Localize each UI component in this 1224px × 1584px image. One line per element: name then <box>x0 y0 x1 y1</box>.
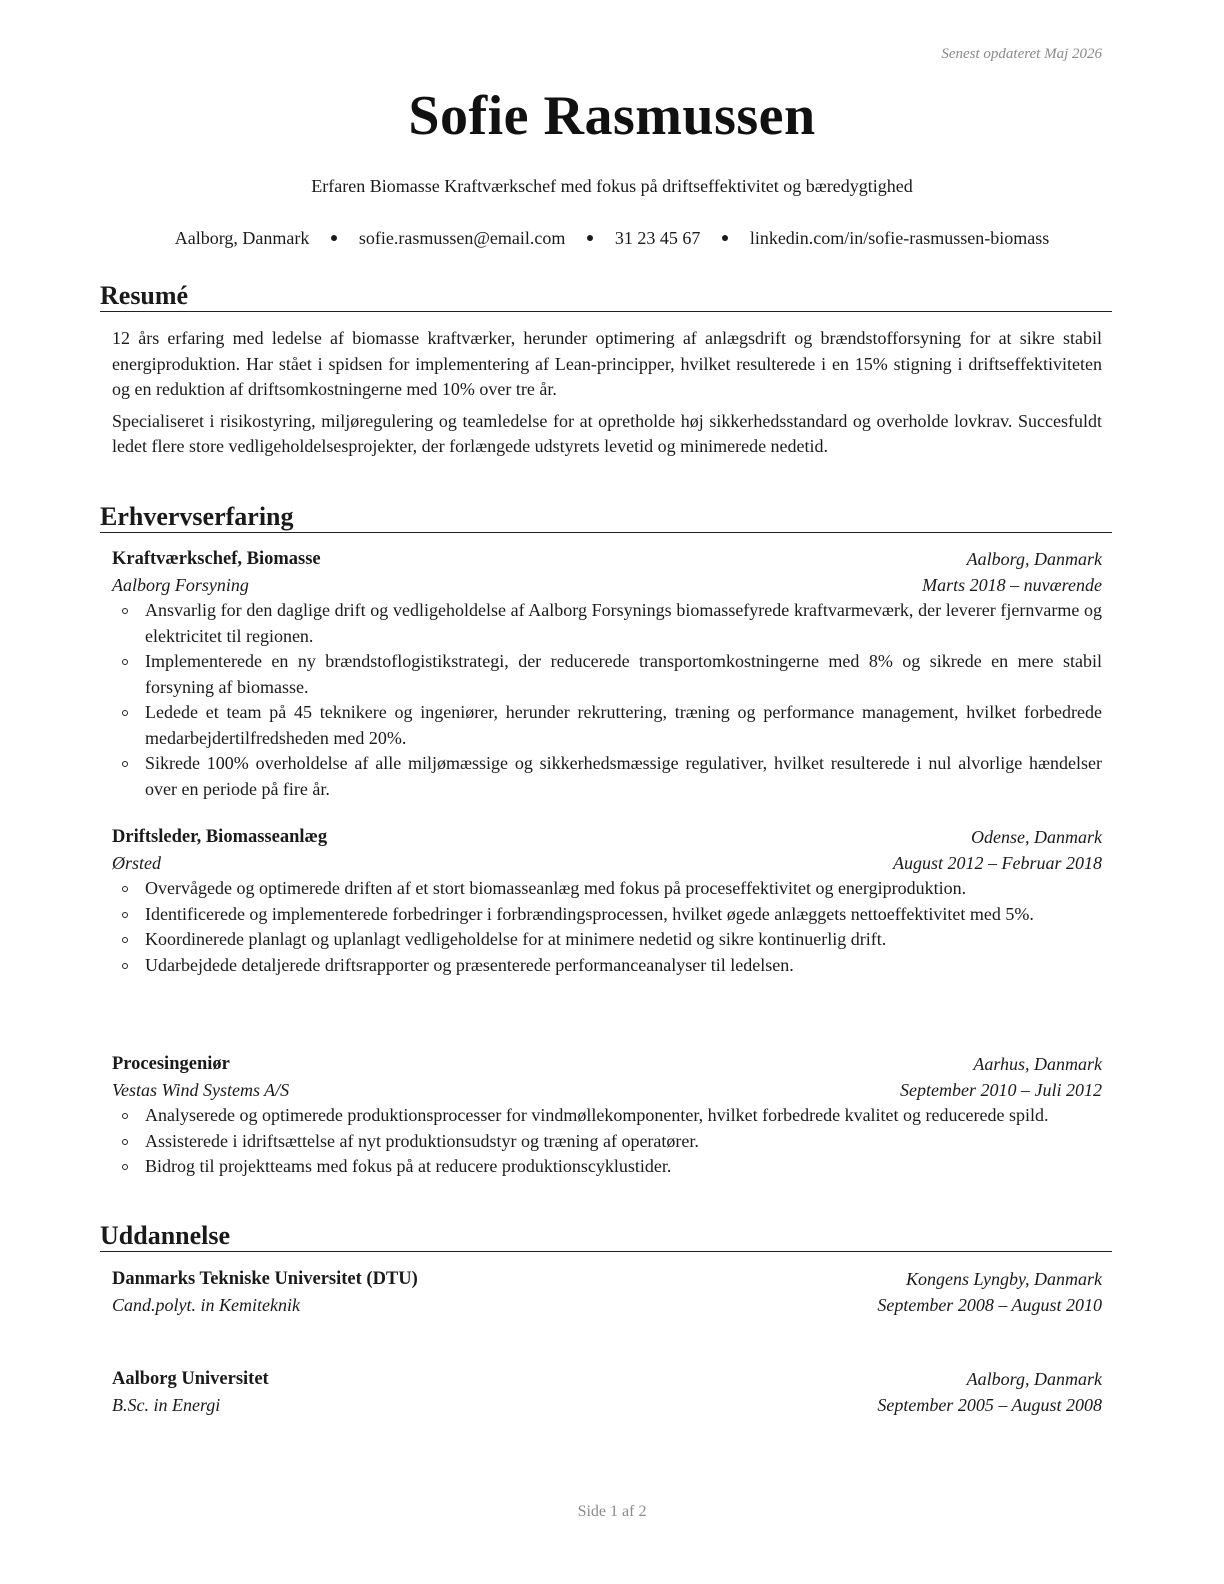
bullet-separator-icon: ● <box>329 231 339 246</box>
list-item <box>112 649 1102 700</box>
list-item <box>112 700 1102 751</box>
summary-paragraph: 12 års erfaring med ledelse af biomasse kraftværker, herunder optimering af anlægsdrift og brændstofforsyning for at sikre stabil energiproduktion. Har stået i spidsen for implementering af Lean-principper, hvilket resulterede i en 15% stigning i driftseffektiviteten og en reduktion af driftsomkostningerne med 10% over tre år. <box>112 328 1102 399</box>
job-location: Aarhus, Danmark <box>973 1054 1102 1074</box>
education-entry <box>112 1367 1102 1418</box>
circle-bullet-icon <box>122 761 128 767</box>
job-dates: August 2012 – Februar 2018 <box>893 852 1102 873</box>
circle-bullet-icon <box>122 886 128 892</box>
job-location: Aalborg, Danmark <box>966 549 1102 569</box>
list-item <box>112 1103 1102 1129</box>
circle-bullet-icon <box>122 937 128 943</box>
bullet-text: Implementerede en ny brændstoflogistikstrategi, der reducerede transportomkostningerne med 8% og sikrede en mere stabil forsyning af biomasse. <box>145 651 1102 697</box>
bullet-text: Overvågede og optimerede driften af et stort biomasseanlæg med fokus på proceseffektivitet og energiproduktion. <box>145 878 967 898</box>
job-entry <box>112 825 1102 978</box>
contact-linkedin[interactable]: linkedin.com/in/sofie-rasmussen-biomass <box>749 228 1050 248</box>
school-location: Kongens Lyngby, Danmark <box>906 1269 1102 1289</box>
circle-bullet-icon <box>122 659 128 665</box>
list-item <box>112 927 1102 953</box>
school-name: Aalborg Universitet <box>112 1369 269 1389</box>
candidate-name: Sofie Rasmussen <box>408 85 816 147</box>
list-item <box>112 1154 1102 1180</box>
job-entry <box>112 547 1102 802</box>
contact-location: Aalborg, Danmark <box>174 228 310 248</box>
job-bullets <box>112 598 1102 802</box>
job-company: Vestas Wind Systems A/S <box>112 1079 290 1100</box>
job-company: Ørsted <box>112 852 161 873</box>
circle-bullet-icon <box>122 710 128 716</box>
degree: B.Sc. in Energi <box>112 1394 221 1415</box>
job-title: Procesingeniør <box>112 1054 230 1074</box>
section-title-summary: Resumé <box>100 281 1112 312</box>
bullet-text: Ansvarlig for den daglige drift og vedligeholdelse af Aalborg Forsynings biomassefyrede kraftvarmeværk, der leverer fjernvarme og elektricitet til regionen. <box>145 600 1102 646</box>
job-dates: Marts 2018 – nuværende <box>922 574 1102 595</box>
job-bullets <box>112 876 1102 978</box>
school-location: Aalborg, Danmark <box>966 1369 1102 1389</box>
contact-email[interactable]: sofie.rasmussen@email.com <box>358 228 566 248</box>
bullet-text: Bidrog til projektteams med fokus på at reducere produktionscyklustider. <box>145 1156 672 1176</box>
list-item <box>112 953 1102 979</box>
list-item <box>112 598 1102 649</box>
bullet-text: Sikrede 100% overholdelse af alle miljømæssige og sikkerhedsmæssige regulativer, hvilket resulterede i nul alvorlige hændelser over en periode på fire år. <box>145 753 1102 799</box>
bullet-separator-icon: ● <box>585 231 595 246</box>
last-updated: Senest opdateret Maj 2026 <box>941 46 1102 62</box>
bullet-separator-icon: ● <box>720 231 730 246</box>
contact-line <box>0 228 1224 249</box>
job-location: Odense, Danmark <box>971 827 1102 847</box>
bullet-text: Identificerede og implementerede forbedringer i forbrændingsprocessen, hvilket øgede anlæggets nettoeffektivitet med 5%. <box>145 903 1034 924</box>
degree: Cand.polyt. in Kemiteknik <box>112 1294 300 1315</box>
summary-paragraph: Specialiseret i risikostyring, miljøregulering og teamledelse for at opretholde høj sikkerhedsstandard og overholde lovkrav. Succesfuldt ledet flere store vedligeholdelsesprojekter, der forlængede udstyrets levetid og minimerede nedetid. <box>112 410 1102 456</box>
list-item <box>112 751 1102 802</box>
bullet-text: Analyserede og optimerede produktionsprocesser for vindmøllekomponenter, hvilket forbedrede kvalitet og reducerede spild. <box>145 1105 1049 1125</box>
circle-bullet-icon <box>122 912 128 918</box>
job-dates: September 2010 – Juli 2012 <box>900 1079 1102 1100</box>
education-dates: September 2008 – August 2010 <box>877 1294 1102 1315</box>
circle-bullet-icon <box>122 963 128 969</box>
headline: Erfaren Biomasse Kraftværkschef med fokus på driftseffektivitet og bæredygtighed <box>311 176 913 196</box>
list-item <box>112 876 1102 902</box>
circle-bullet-icon <box>122 1164 128 1170</box>
school-name: Danmarks Tekniske Universitet (DTU) <box>112 1269 418 1289</box>
section-title-experience: Erhvervserfaring <box>100 502 1112 533</box>
bullet-text: Ledede et team på 45 teknikere og ingeniører, herunder rekruttering, træning og performance management, hvilket forbedrede medarbejdertilfredsheden med 20%. <box>145 702 1102 748</box>
list-item <box>112 1129 1102 1155</box>
job-company: Aalborg Forsyning <box>112 574 249 595</box>
circle-bullet-icon <box>122 608 128 614</box>
section-title-education: Uddannelse <box>100 1221 1112 1252</box>
job-title: Driftsleder, Biomasseanlæg <box>112 827 328 847</box>
job-entry <box>112 1052 1102 1180</box>
summary-text <box>112 326 1102 466</box>
bullet-text: Udarbejdede detaljerede driftsrapporter og præsenterede performanceanalyser til ledelsen. <box>145 954 794 975</box>
education-dates: September 2005 – August 2008 <box>877 1394 1102 1415</box>
page-number: Side 1 af 2 <box>577 1503 647 1520</box>
job-title: Kraftværkschef, Biomasse <box>112 549 321 569</box>
education-entry <box>112 1267 1102 1318</box>
list-item <box>112 902 1102 928</box>
circle-bullet-icon <box>122 1139 128 1145</box>
bullet-text: Koordinerede planlagt og uplanlagt vedligeholdelse for at minimere nedetid og sikre kontinuerlig drift. <box>145 929 887 949</box>
job-bullets <box>112 1103 1102 1180</box>
bullet-text: Assisterede i idriftsættelse af nyt produktionsudstyr og træning af operatører. <box>145 1130 699 1151</box>
circle-bullet-icon <box>122 1113 128 1119</box>
contact-phone: 31 23 45 67 <box>614 228 701 248</box>
